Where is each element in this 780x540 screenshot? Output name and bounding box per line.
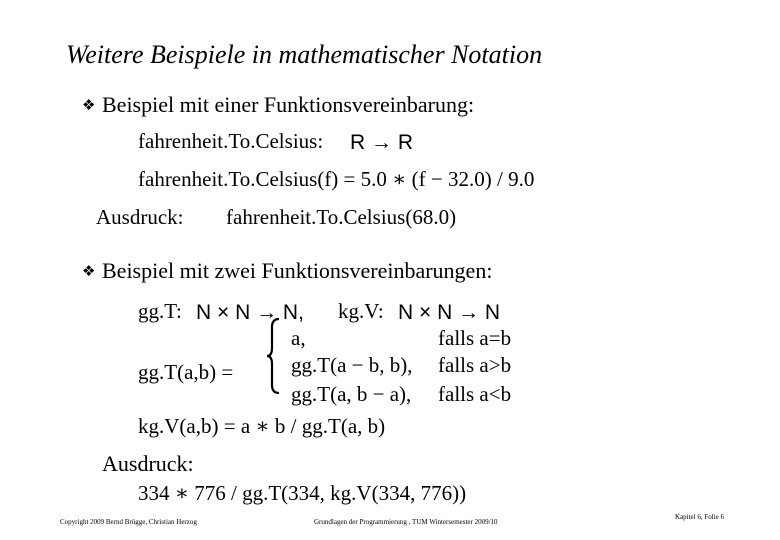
section1-heading: Beispiel mit einer Funktionsvereinbarung:	[102, 92, 475, 117]
case-condition: falls a=b	[438, 326, 512, 350]
expression-label: Ausdruck:	[102, 451, 194, 476]
case-condition: falls a>b	[438, 353, 512, 377]
slide-title: Weitere Beispiele in mathematischer Notation	[66, 40, 543, 69]
expression-label: Ausdruck:	[96, 205, 184, 229]
footer-copyright: Copyright 2009 Bernd Brügge, Christian Herzog	[60, 518, 197, 526]
case-value: gg.T(a − b, b),	[291, 353, 413, 377]
case-condition: falls a<b	[438, 382, 512, 406]
ggt-signature-name: gg.T:	[138, 299, 182, 323]
kgv-definition: kg.V(a,b) = a ∗ b / gg.T(a, b)	[138, 414, 386, 438]
expression-value: 334 ∗ 776 / gg.T(334, kg.V(334, 776))	[138, 481, 467, 505]
footer-slide-number: Kapitel 6, Folie 6	[675, 513, 724, 521]
fahrenheit-signature-type: R → R	[350, 131, 413, 154]
fahrenheit-signature-name: fahrenheit.To.Celsius:	[138, 129, 324, 153]
cases-brace-icon	[266, 318, 280, 394]
footer-course: Grundlagen der Programmierung , TUM Wintersemester 2009/10	[314, 518, 498, 526]
diamond-bullet-icon: ❖	[82, 96, 96, 114]
fahrenheit-definition: fahrenheit.To.Celsius(f) = 5.0 ∗ (f − 32.0) / 9.0	[138, 167, 535, 191]
expression-value: fahrenheit.To.Celsius(68.0)	[226, 205, 457, 229]
ggt-definition-lhs: gg.T(a,b) =	[138, 360, 234, 384]
diamond-bullet-icon: ❖	[82, 262, 96, 280]
case-value: a,	[291, 326, 306, 350]
kgv-signature-type: N × N → N	[398, 301, 501, 324]
ggt-signature-type: N × N → N,	[196, 301, 304, 324]
case-value: gg.T(a, b − a),	[291, 382, 412, 406]
kgv-signature-name: kg.V:	[338, 299, 384, 323]
section2-heading: Beispiel mit zwei Funktionsvereinbarungen:	[102, 258, 493, 283]
